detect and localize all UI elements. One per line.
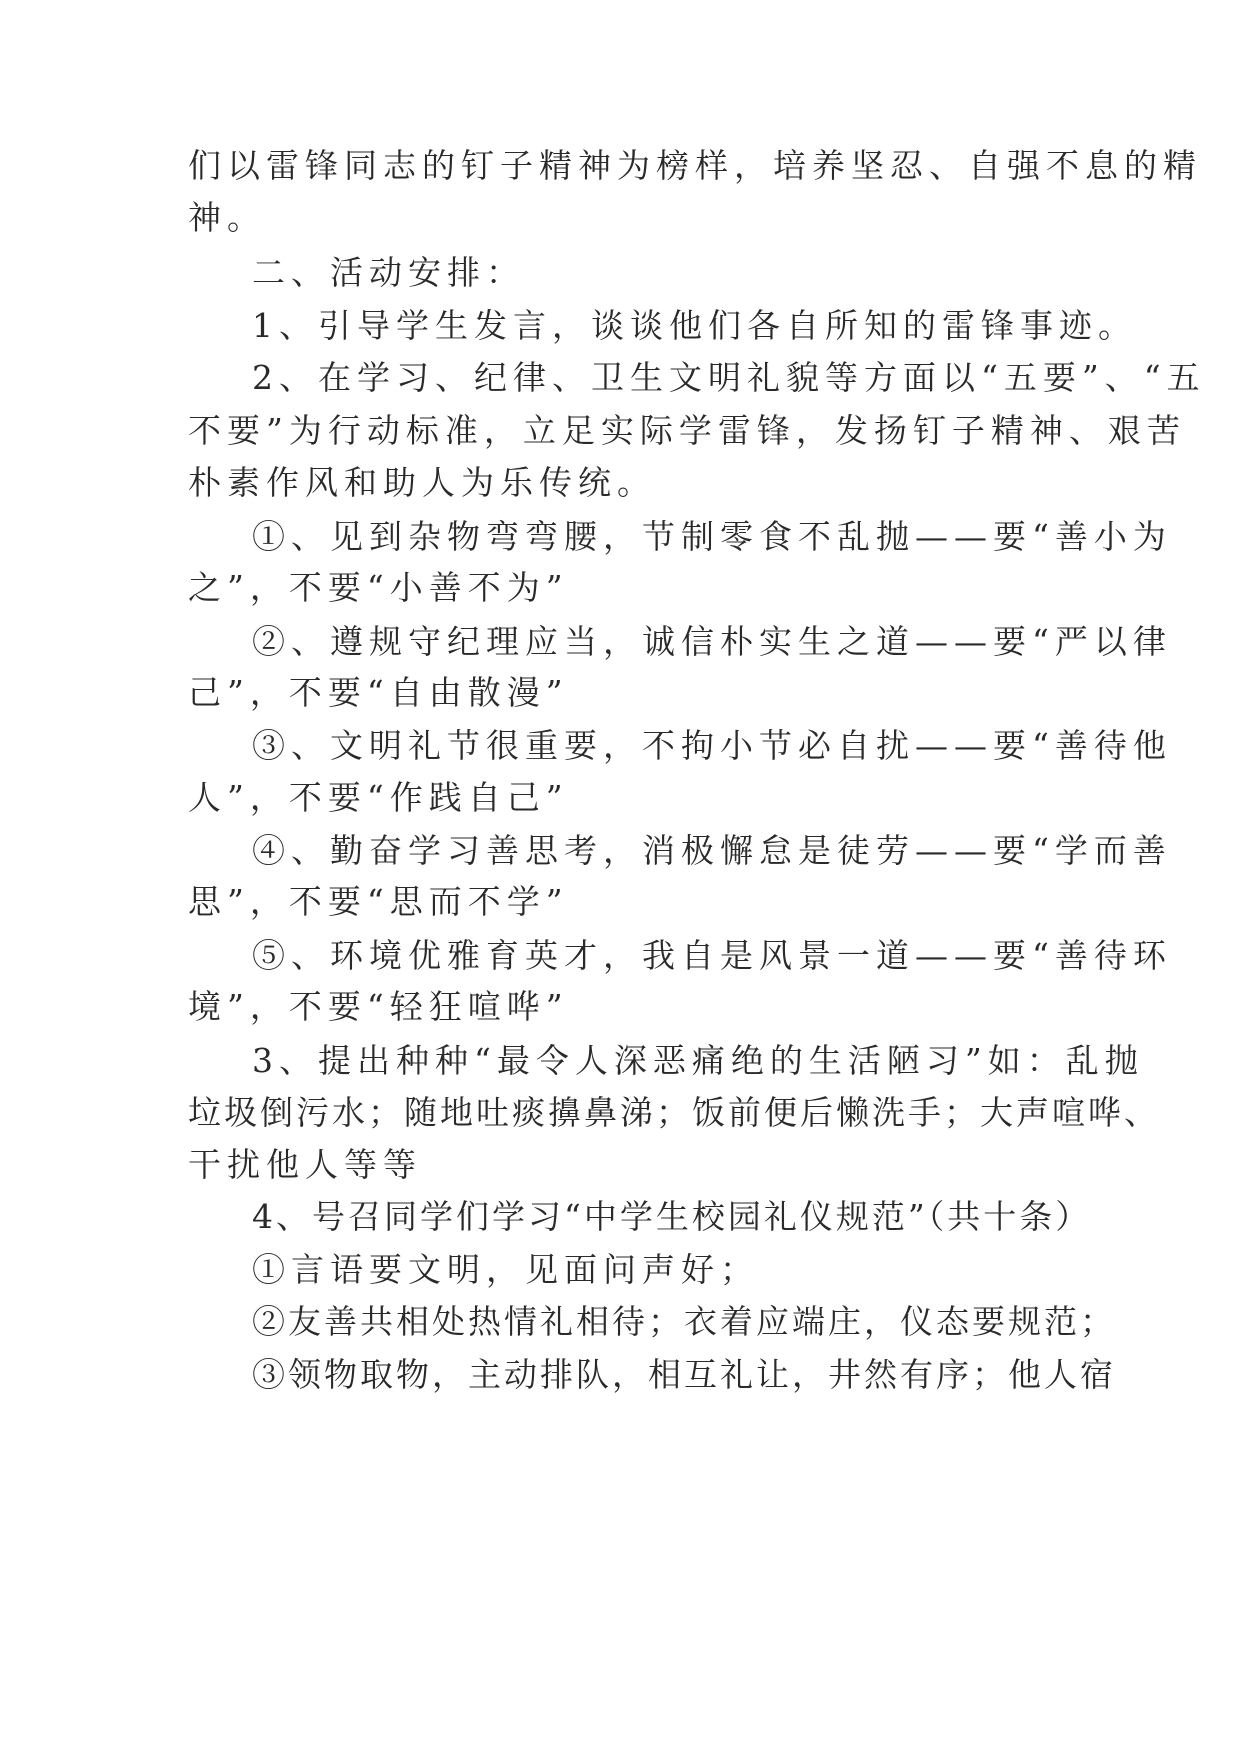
text-line: 神。	[188, 198, 266, 237]
text-line: 干扰他人等等	[188, 1145, 422, 1184]
text-line: 之”，不要“小善不为”	[188, 568, 569, 607]
text-line: 们以雷锋同志的钉子精神为榜样，培养坚忍、自强不息的精	[188, 146, 1202, 185]
text-line: 4、号召同学们学习“中学生校园礼仪规范”（共十条）	[252, 1197, 1092, 1236]
text-line: ③领物取物，主动排队，相互礼让，井然有序；他人宿	[252, 1355, 1116, 1394]
text-line: ①、见到杂物弯弯腰，节制零食不乱抛——要“善小为	[252, 517, 1172, 556]
text-line: 己”，不要“自由散漫”	[188, 673, 569, 712]
text-line: 不要”为行动标准，立足实际学雷锋，发扬钉子精神、艰苦	[188, 411, 1186, 450]
text-line: ②友善共相处热情礼相待；衣着应端庄，仪态要规范；	[252, 1302, 1116, 1341]
text-line: 思”，不要“思而不学”	[188, 882, 569, 921]
text-line: ②、遵规守纪理应当，诚信朴实生之道——要“严以律	[252, 622, 1172, 661]
text-line: 境”，不要“轻狂喧哗”	[188, 987, 569, 1026]
text-line: 3、提出种种“最令人深恶痛绝的生活陋习”如：乱抛	[252, 1041, 1144, 1080]
section-heading: 二、活动安排：	[252, 253, 525, 292]
text-line: 人”，不要“作践自己”	[188, 778, 569, 817]
text-line: 垃圾倒污水；随地吐痰擤鼻涕；饭前便后懒洗手；大声喧哗、	[188, 1093, 1160, 1132]
text-line: ①言语要文明，见面问声好；	[252, 1250, 759, 1289]
text-line: ③、文明礼节很重要，不拘小节必自扰——要“善待他	[252, 726, 1172, 765]
text-line: ⑤、环境优雅育英才，我自是风景一道——要“善待环	[252, 936, 1172, 975]
text-line: 1、引导学生发言，谈谈他们各自所知的雷锋事迹。	[252, 306, 1137, 345]
text-line: 朴素作风和助人为乐传统。	[188, 463, 656, 502]
text-line: ④、勤奋学习善思考，消极懈怠是徒劳——要“学而善	[252, 831, 1172, 870]
text-line: 2、在学习、纪律、卫生文明礼貌等方面以“五要”、“五	[252, 358, 1206, 397]
